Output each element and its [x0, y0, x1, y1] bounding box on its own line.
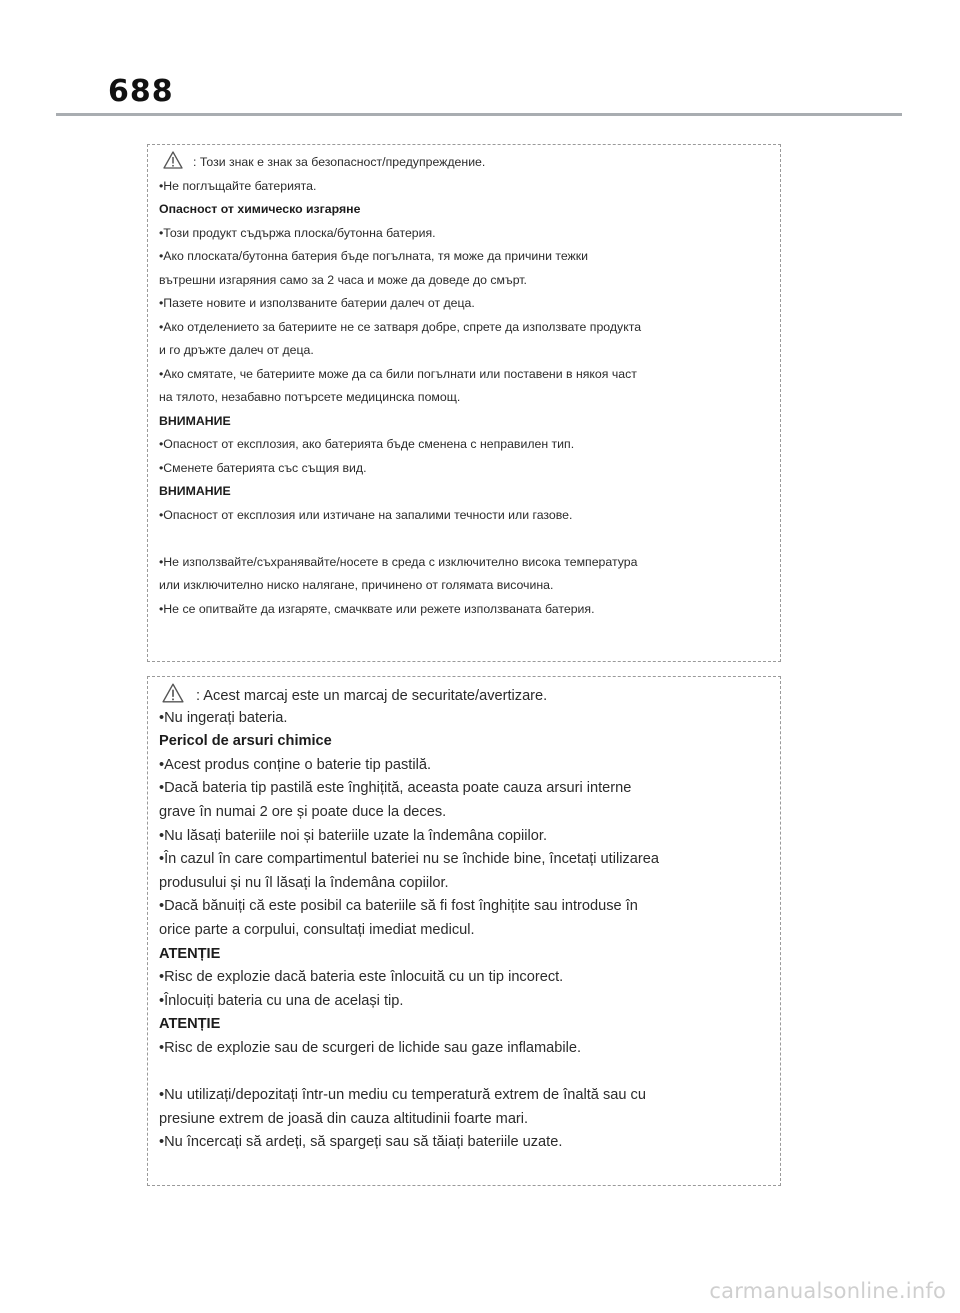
text-line [159, 825, 770, 849]
text-line [159, 316, 770, 340]
line-text: •Acest produs conține o baterie tip pastilă. [159, 756, 432, 773]
warning-box-romanian [147, 676, 781, 1186]
line-text: : Acest marcaj este un marcaj de securitate/avertizare. [196, 688, 548, 704]
line-text: •Dacă bateria tip pastilă este înghițită, aceasta poate cauza arsuri interne [159, 780, 632, 797]
warning-triangle-icon [162, 683, 184, 703]
text-line [159, 801, 770, 825]
text-line [159, 683, 770, 707]
line-text: •Сменете батерията със същия вид. [159, 460, 367, 475]
line-text: : Този знак е знак за безопасност/предупреждение. [193, 155, 486, 169]
text-line [159, 707, 770, 731]
blank-line [159, 1061, 770, 1085]
line-text: •Risc de explozie dacă bateria este înlocuită cu un tip incorect. [159, 969, 564, 986]
text-line [159, 245, 770, 269]
line-text: •Ако плоската/бутонна батерия бъде погълната, тя може да причини тежки [159, 249, 589, 263]
line-text: ATENȚIE [159, 945, 221, 962]
line-text: •În cazul în care compartimentul bateriei nu se închide bine, încetați utilizarea [159, 851, 659, 868]
line-text: вътрешни изгаряния само за 2 часа и може да доведе до смърт. [159, 272, 527, 287]
section-heading [159, 198, 770, 222]
line-text: •Nu ingerați bateria. [159, 709, 288, 726]
line-text: •Не поглъщайте батерията. [159, 178, 317, 193]
section-heading [159, 480, 770, 504]
line-text: •Опасност от експлозия, ако батерията бъде сменена с неправилен тип. [159, 437, 575, 451]
header-divider [56, 113, 902, 116]
line-text: •Този продукт съдържа плоска/бутонна батерия. [159, 225, 436, 240]
line-text: •Nu utilizați/depozitați într-un mediu cu temperatură extrem de înaltă sau cu [159, 1087, 646, 1104]
section-heading [159, 1013, 770, 1037]
section-heading [159, 943, 770, 967]
text-line [159, 269, 770, 293]
text-line [159, 1037, 770, 1061]
line-text: orice parte a corpului, consultați imediat medicul. [159, 921, 475, 938]
section-heading [159, 730, 770, 754]
text-line [159, 386, 770, 410]
text-line [159, 1131, 770, 1155]
section-heading [159, 410, 770, 434]
text-line [159, 574, 770, 598]
line-text: grave în numai 2 ore și poate duce la deces. [159, 803, 447, 820]
text-line [159, 457, 770, 481]
text-line [159, 222, 770, 246]
line-text: или изключително ниско налягане, причинено от голямата височина. [159, 578, 554, 592]
warning-triangle-icon [163, 151, 183, 169]
line-text: presiune extrem de joasă din cauza altitudinii foarte mari. [159, 1110, 529, 1127]
text-line [159, 1108, 770, 1132]
line-text: •Ако отделението за батериите не се затваря добре, спрете да използвате продукта [159, 319, 642, 334]
blank-line [159, 527, 770, 551]
line-text: •Ако смятате, че батериите може да са били погълнати или поставени в някоя част [159, 366, 637, 381]
text-line [159, 363, 770, 387]
text-line [159, 175, 770, 199]
line-text: •Nu încercați să ardeți, să spargeți sau să tăiați bateriile uzate. [159, 1134, 563, 1151]
text-line [159, 151, 770, 175]
line-text: •Пазете новите и използваните батерии далеч от деца. [159, 296, 475, 310]
line-text: •Risc de explozie sau de scurgeri de lichide sau gaze inflamabile. [159, 1039, 582, 1056]
watermark: carmanualsonline.info [709, 1279, 946, 1303]
text-line [159, 504, 770, 528]
page-number: 688 [108, 74, 174, 109]
warning-box-bulgarian [147, 144, 781, 662]
text-line [159, 754, 770, 778]
text-line [159, 848, 770, 872]
line-text: ВНИМАНИЕ [159, 413, 231, 428]
text-line [159, 598, 770, 622]
line-text: •Înlocuiți bateria cu una de același tip. [159, 992, 404, 1009]
line-text: ATENȚIE [159, 1016, 221, 1033]
line-text: Опасност от химическо изгаряне [159, 202, 361, 216]
line-text: Pericol de arsuri chimice [159, 733, 332, 750]
text-line [159, 919, 770, 943]
text-line [159, 872, 770, 896]
line-text: •Не използвайте/съхранявайте/носете в среда с изключително висока температура [159, 554, 638, 569]
text-line [159, 339, 770, 363]
text-line [159, 292, 770, 316]
text-line [159, 1084, 770, 1108]
text-line [159, 777, 770, 801]
line-text: •Не се опитвайте да изгаряте, смачквате или режете използваната батерия. [159, 601, 595, 616]
line-text: produsului și nu îl lăsați la îndemâna copiilor. [159, 874, 449, 891]
text-line [159, 990, 770, 1014]
line-text: и го дръжте далеч от деца. [159, 343, 314, 357]
text-line [159, 895, 770, 919]
line-text: •Nu lăsați bateriile noi și bateriile uzate la îndemâna copiilor. [159, 827, 548, 844]
text-line [159, 966, 770, 990]
line-text: ВНИМАНИЕ [159, 484, 231, 498]
line-text: •Dacă bănuiți că este posibil ca bateriile să fi fost înghițite sau introduse în [159, 898, 638, 915]
line-text: на тялото, незабавно потърсете медицинска помощ. [159, 390, 461, 404]
text-line [159, 433, 770, 457]
line-text: •Опасност от експлозия или изтичане на запалими течности или газове. [159, 507, 573, 522]
text-line [159, 551, 770, 575]
